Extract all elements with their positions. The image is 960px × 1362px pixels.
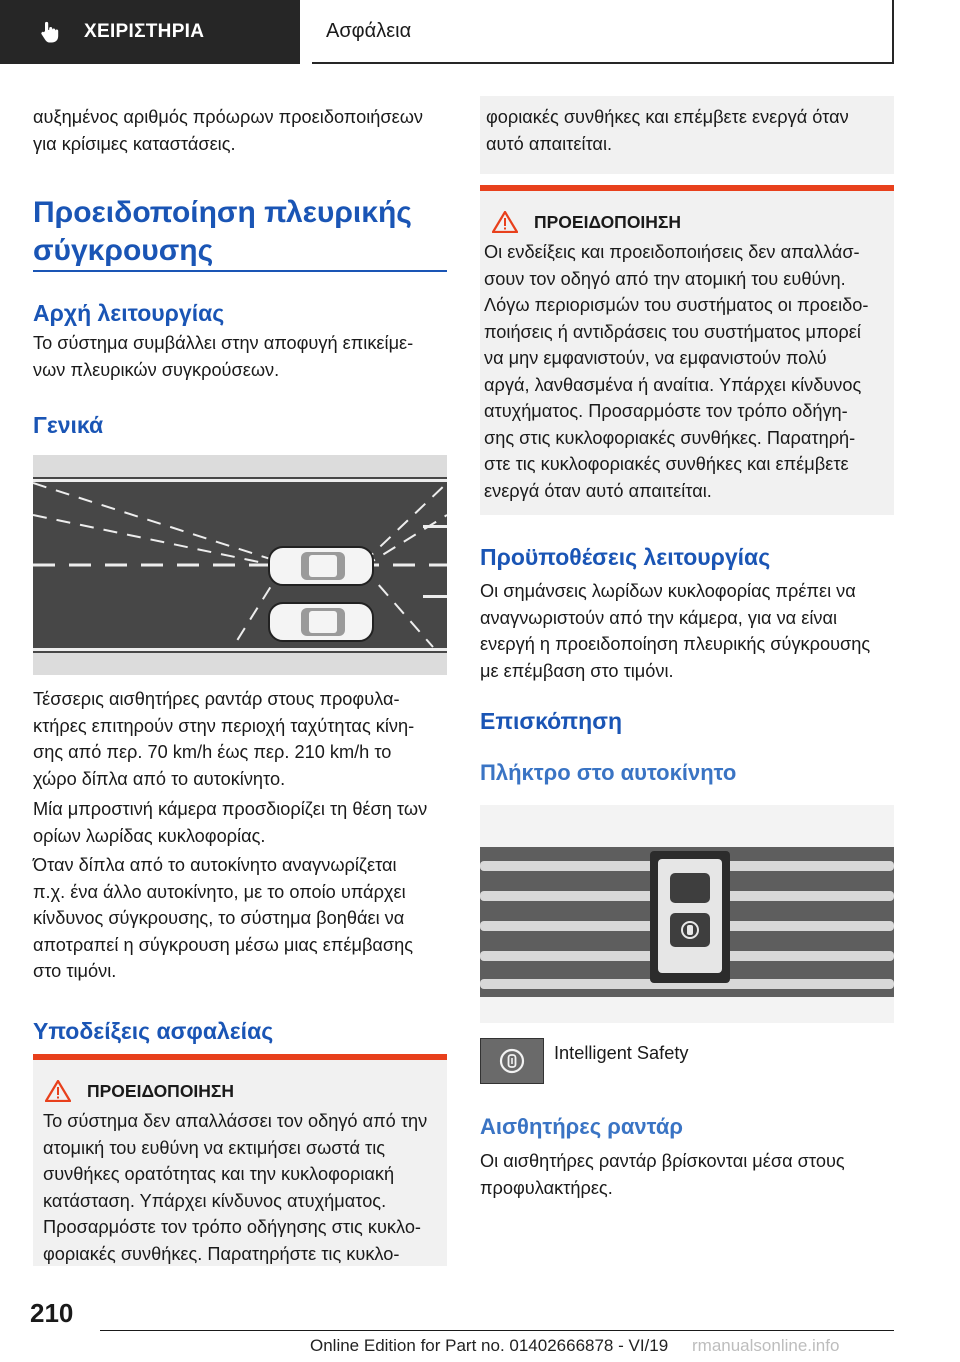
- text-line: κίνδυνος σύγκρουσης, το σύστημα βοηθάει να: [33, 908, 405, 928]
- text-line: π.χ. ένα άλλο αυτοκίνητο, με το οποίο υπάρχει: [33, 881, 406, 902]
- text-line: κατάσταση. Υπάρχει κίνδυνος ατυχήματος.: [43, 1190, 387, 1211]
- radar-heading: Αισθητήρες ραντάρ: [480, 1114, 683, 1139]
- safety-heading: Υποδείξεις ασφαλείας: [33, 1018, 274, 1044]
- text-line: Μία μπροστινή κάμερα προσδιορίζει τη θέση των: [33, 799, 428, 819]
- text-line: κτήρες επιτηρούν στην περιοχή ταχύτητας κίνη-: [33, 715, 415, 736]
- section-tab[interactable]: [312, 0, 894, 64]
- principle-heading: Αρχή λειτουργίας: [33, 300, 225, 326]
- section-tab-label: Ασφάλεια: [326, 19, 412, 42]
- text-line: ατομική του ευθύνη να εκτιμήσει σωστά τις: [43, 1137, 386, 1158]
- text-line: αργά, λανθασμένα ή αναίτια. Υπάρχει κίνδυνος: [484, 374, 862, 395]
- intelligent-safety-icon: [499, 1048, 525, 1074]
- button-caption: Intelligent Safety: [554, 1043, 689, 1063]
- lane-diagram-illustration: [33, 455, 447, 675]
- warning-header: [492, 211, 894, 233]
- text-line: Όταν δίπλα από το αυτοκίνητο αναγνωρίζεται: [33, 855, 397, 875]
- warning-triangle-icon: [492, 211, 518, 233]
- warning-title: ΠΡΟΕΙΔΟΠΟΙΗΣΗ: [534, 211, 682, 232]
- intelligent-safety-button[interactable]: [480, 1038, 544, 1084]
- prerequisites-text: [480, 578, 870, 684]
- text-line: Το σύστημα δεν απαλλάσσει τον οδηγό από την: [43, 1111, 428, 1131]
- text-line: αναγνωριστούν από την κάμερα, για να είναι: [480, 607, 838, 628]
- warning-header: [45, 1080, 447, 1102]
- text-line: Τέσσερις αισθητήρες ραντάρ στους προφυλα-: [33, 689, 400, 709]
- text-line: Οι σημάνσεις λωρίδων κυκλοφορίας πρέπει να: [480, 581, 856, 601]
- text-line: φοριακές συνθήκες. Παρατηρήστε τις κυκλο-: [43, 1243, 400, 1264]
- text-line: φοριακές συνθήκες και επέμβετε ενεργά όταν: [486, 107, 849, 127]
- text-line: ενεργή η προειδοποίηση πλευρικής σύγκρουσης: [480, 634, 871, 654]
- text-line: συνθήκες ορατότητας και την κυκλοφοριακή: [43, 1164, 395, 1184]
- watermark: rmanualsonline.info: [692, 1336, 840, 1355]
- car-rear: [269, 603, 373, 641]
- hand-pointer-icon: [38, 20, 62, 44]
- text-line: σης από περ. 70 km/h έως περ. 210 km/h το: [33, 742, 392, 762]
- camera-text: [33, 796, 427, 849]
- text-line: νων πλευρικών συγκρούσεων.: [33, 359, 280, 380]
- button-location-photo: [480, 805, 894, 1023]
- warning-continuation-text: [486, 104, 894, 157]
- text-line: να μην εμφανιστούν, να εμφανιστούν πολύ: [484, 348, 827, 368]
- text-line: προφυλακτήρες.: [480, 1177, 613, 1198]
- collision-assist-text: [33, 852, 413, 985]
- text-line: Λόγω περιορισμών του συστήματος οι προειδο-: [484, 295, 869, 315]
- warning-box: [480, 191, 894, 515]
- text-line: σης στις κυκλοφοριακές συνθήκες. Παρατηρή-: [484, 427, 856, 448]
- text-line: ατυχήματος. Προσαρμόστε τον τρόπο οδήγη-: [484, 401, 848, 421]
- text-line: χώρο δίπλα από το αυτοκίνητο.: [33, 768, 286, 789]
- warning-triangle-icon: [45, 1080, 71, 1102]
- text-line: σουν τον οδηγό από την ατομική του ευθύνη.: [484, 268, 846, 289]
- prerequisites-heading: Προϋποθέσεις λειτουργίας: [480, 544, 771, 570]
- text-line: αυξημένος αριθμός πρόωρων προειδοποιήσεων: [33, 107, 423, 127]
- text-line: Οι ενδείξεις και προειδοποιήσεις δεν απαλλάσ-: [484, 242, 860, 262]
- text-line: με επέμβαση στο τιμόνι.: [480, 660, 674, 681]
- principle-text: [33, 330, 413, 383]
- footer-rule: [100, 1330, 894, 1331]
- text-line: αυτό απαιτείται.: [486, 133, 613, 154]
- warning-text: [43, 1108, 447, 1267]
- warning-continuation-box: [480, 96, 894, 174]
- overview-heading: Επισκόπηση: [480, 708, 622, 734]
- page-title: [33, 194, 412, 270]
- text-line: ποιήσεις ή αντιδράσεις του συστήματος μπορεί: [484, 321, 861, 342]
- text-line: ενεργά όταν αυτό απαιτείται.: [484, 480, 712, 501]
- text-line: Οι αισθητήρες ραντάρ βρίσκονται μέσα στους: [480, 1151, 845, 1171]
- text-line: ορίων λωρίδας κυκλοφορίας.: [33, 825, 266, 846]
- button-heading: Πλήκτρο στο αυτοκίνητο: [480, 760, 737, 785]
- text-line: Το σύστημα συμβάλλει στην αποφυγή επικείμε-: [33, 333, 414, 353]
- title-line: σύγκρουσης: [33, 234, 214, 267]
- text-line: στο τιμόνι.: [33, 961, 117, 981]
- warning-title: ΠΡΟΕΙΔΟΠΟΙΗΣΗ: [87, 1080, 235, 1101]
- radar-coverage-text: [33, 686, 414, 792]
- warning-box: [33, 1060, 447, 1266]
- text-line: Προσαρμόστε τον τρόπο οδήγησης στις κυκλο-: [43, 1217, 421, 1237]
- manual-tab[interactable]: [0, 0, 300, 64]
- text-line: για κρίσιμες καταστάσεις.: [33, 133, 236, 154]
- car-front: [269, 547, 373, 585]
- intro-text: [33, 104, 423, 157]
- general-heading: Γενικά: [33, 412, 104, 438]
- radar-text: [480, 1148, 845, 1201]
- page-number: 210: [30, 1298, 74, 1328]
- manual-tab-label: ΧΕΙΡΙΣΤΗΡΙΑ: [84, 21, 205, 42]
- text-line: στε τις κυκλοφοριακές συνθήκες και επέμβετε: [484, 454, 849, 474]
- title-rule: [33, 270, 447, 272]
- title-line: Προειδοποίηση πλευρικής: [33, 196, 412, 229]
- warning-text: [484, 239, 894, 504]
- text-line: αποτραπεί η σύγκρουση μέσω μιας επέμβασης: [33, 934, 414, 955]
- edition-note: Online Edition for Part no. 01402666878 - VI/19: [310, 1336, 669, 1355]
